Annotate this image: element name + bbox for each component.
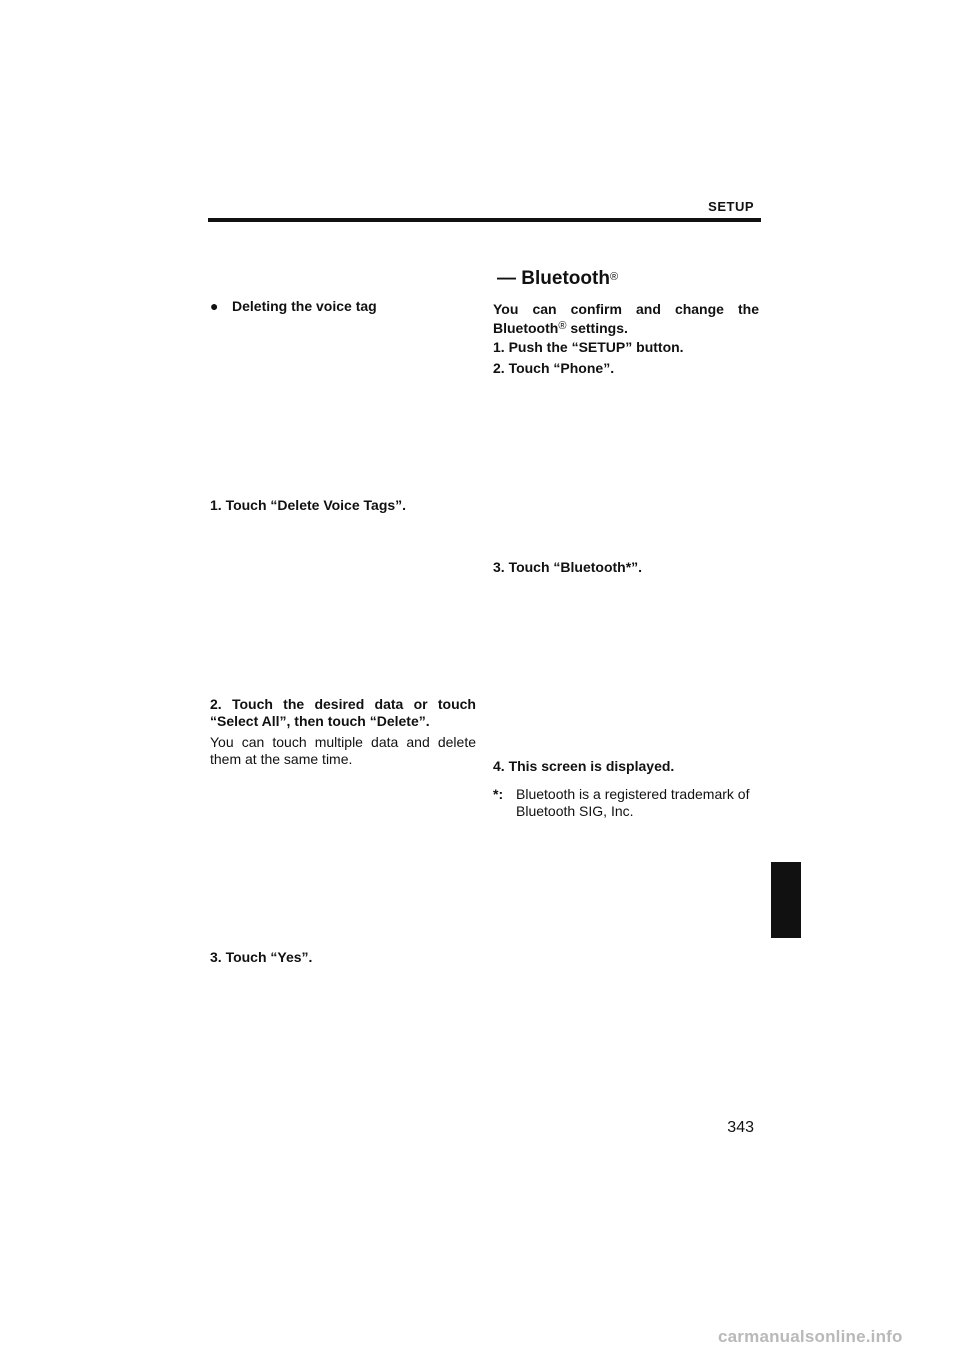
chapter-tab [771, 862, 801, 938]
right-step-2: 2. Touch “Phone”. [493, 360, 615, 376]
registered-mark-inline: ® [558, 320, 567, 332]
left-step-2-note: You can touch multiple data and delete them at the same time. [210, 734, 476, 767]
section-header: SETUP [708, 199, 754, 214]
section-title [497, 268, 618, 290]
right-step-1: 1. Push the “SETUP” button. [493, 339, 684, 355]
right-step-3: 3. Touch “Bluetooth*”. [493, 559, 643, 575]
left-step-1: 1. Touch “Delete Voice Tags”. [210, 497, 407, 513]
page-number: 343 [727, 1119, 754, 1136]
right-intro-text: You can confirm and change the Bluetooth [493, 301, 759, 336]
footnote-text: Bluetooth is a registered trademark of Bluetooth SIG, Inc. [516, 786, 750, 819]
right-step-4: 4. This screen is displayed. [493, 758, 675, 774]
left-step-2: 2. Touch the desired data or touch “Select All”, then touch “Delete”. [210, 696, 476, 729]
right-intro-end: settings. [566, 320, 628, 336]
header-rule [208, 218, 761, 222]
watermark: carmanualsonline.info [718, 1327, 903, 1346]
section-title-text: — Bluetooth [497, 268, 610, 289]
bullet-icon: ● [210, 298, 219, 314]
right-intro [493, 301, 759, 337]
registered-mark: ® [609, 271, 619, 283]
left-step-3: 3. Touch “Yes”. [210, 949, 313, 965]
bullet-heading: Deleting the voice tag [232, 298, 377, 314]
footnote-mark: *: [493, 786, 504, 802]
